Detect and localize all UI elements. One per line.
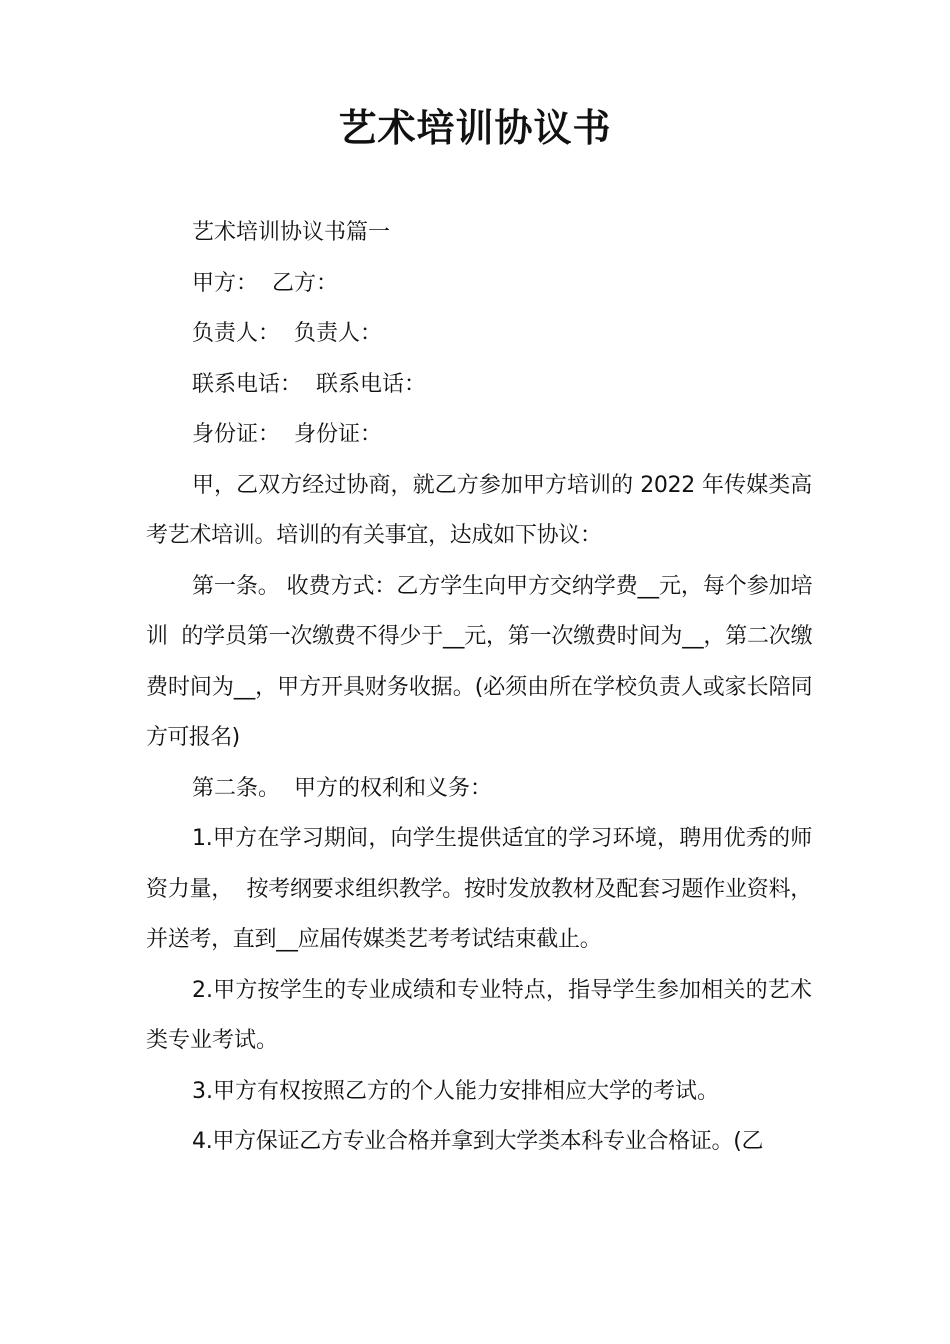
contact-phone-line: 联系电话： 联系电话：: [192, 371, 426, 397]
responsible-person-line: 负责人： 负责人：: [192, 321, 382, 346]
article-two-heading: 第二条。 甲方的权利和义务：: [192, 775, 492, 801]
section-heading: 艺术培训协议书篇一: [192, 220, 391, 245]
agreement-intro-paragraph: 甲，乙双方经过协商，就乙方参加甲方培训的 2022 年传媒类高考艺术培训。培训的有关事宜，达成如下协议：: [146, 472, 812, 548]
party-line: 甲方： 乙方：: [192, 270, 338, 296]
document-title: 艺术培训协议书: [338, 106, 612, 150]
clause-four-paragraph: 4.甲方保证乙方专业合格并拿到大学类本科专业合格证。(乙: [192, 1129, 764, 1154]
clause-three-paragraph: 3.甲方有权按照乙方的个人能力安排相应大学的考试。: [192, 1078, 719, 1104]
clause-two-paragraph: 2.甲方按学生的专业成绩和专业特点，指导学生参加相关的艺术类专业考试。: [146, 977, 812, 1053]
document-body: [146, 208, 812, 1168]
clause-one-paragraph: 1.甲方在学习期间，向学生提供适宜的学习环境，聘用优秀的师资力量， 按考纲要求组织教学。按时发放教材及配套习题作业资料，并送考，直到__应届传媒类艺考考试结束截止。: [146, 826, 812, 952]
article-one-paragraph: 第一条。 收费方式：乙方学生向甲方交纳学费__元，每个参加培训 的学员第一次缴费不得少于__元，第一次缴费时间为__，第二次缴费时间为__，甲方开具财务收据。(必须由所在学校负责人或家长陪同方可报名): [146, 573, 812, 750]
id-card-line: 身份证： 身份证：: [192, 422, 382, 447]
